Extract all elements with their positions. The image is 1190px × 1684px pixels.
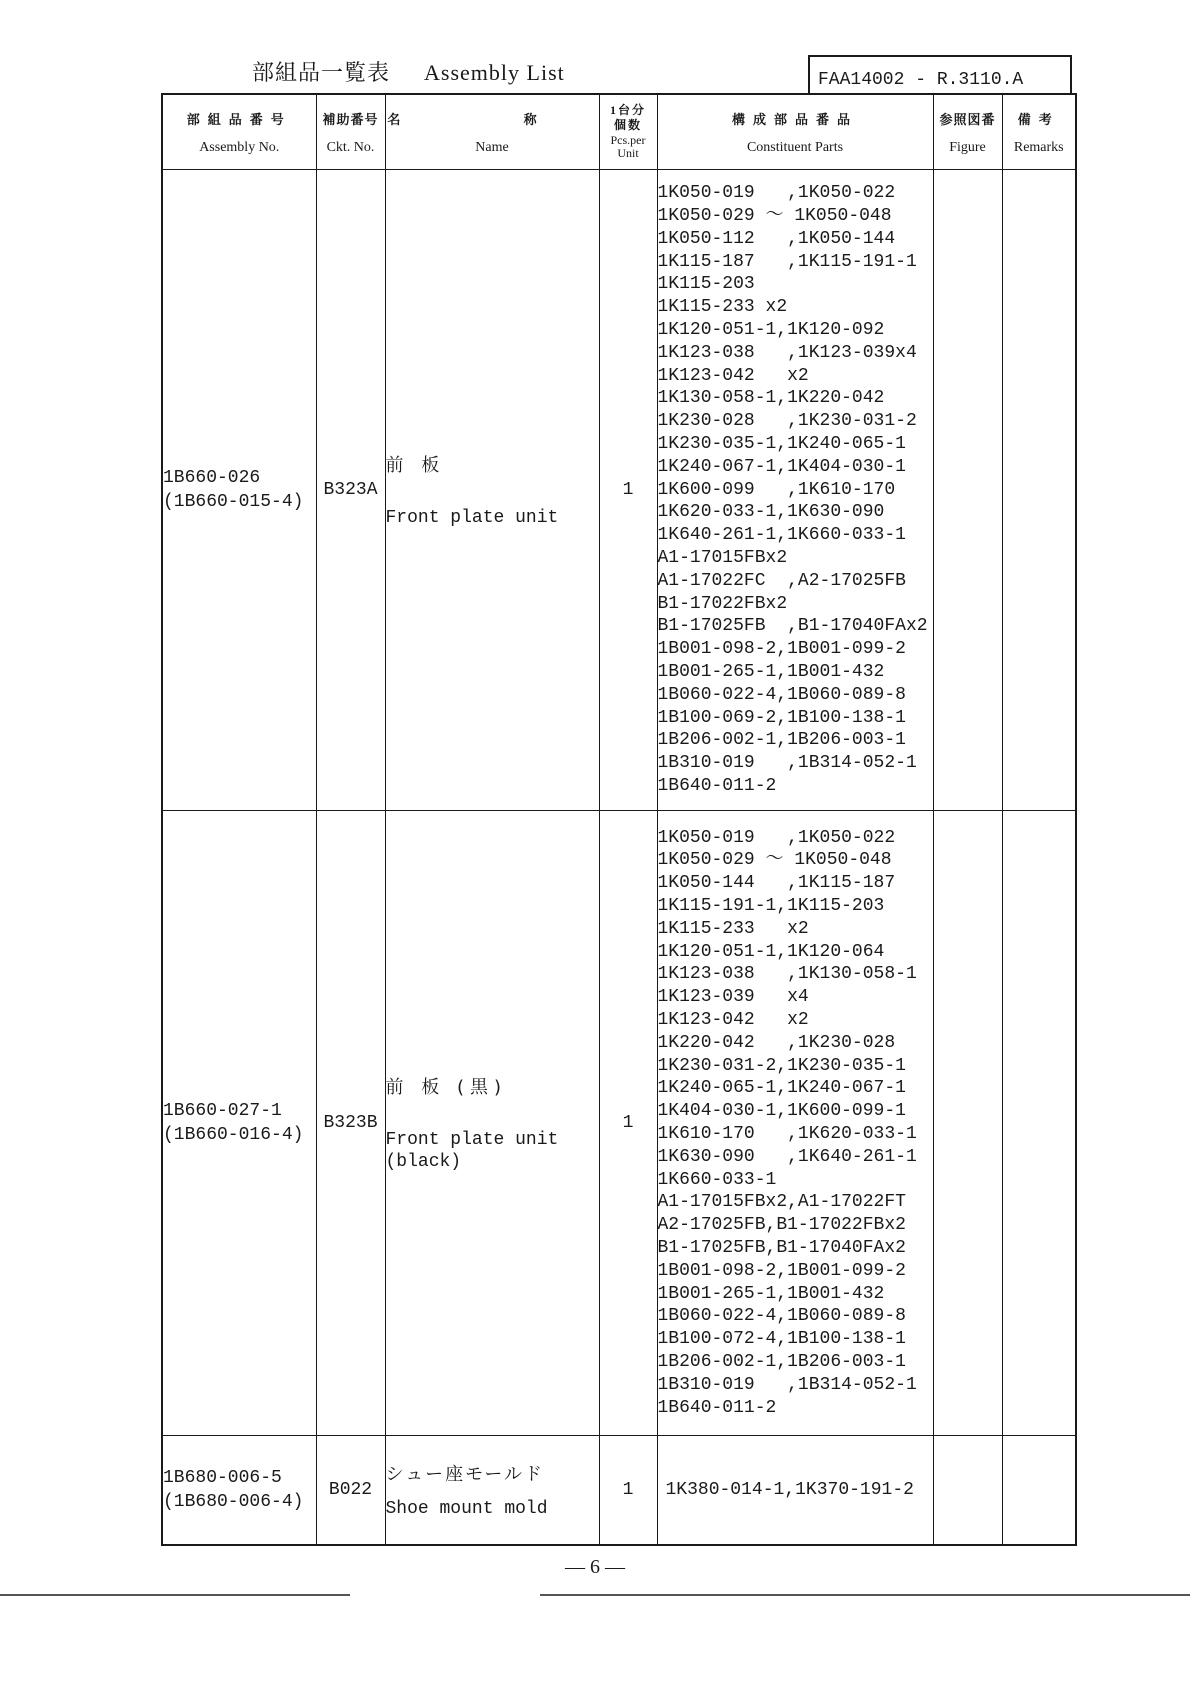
part-number-line: 1K640-261-1,1K660-033-1 (657, 525, 906, 546)
part-number-line: 1B310-019 ,1B314-052-1 (657, 753, 917, 774)
table-row (162, 170, 1076, 811)
part-number-line: 1K050-029 ～ 1K050-048 (657, 206, 892, 227)
part-number-line: 1B100-069-2,1B100-138-1 (657, 707, 906, 728)
page-number: — 6 — (565, 1556, 625, 1578)
part-number-line: 1K120-051-1,1K120-092 (657, 320, 885, 341)
part-number-line: 1B310-019 ,1B314-052-1 (657, 1374, 917, 1395)
ckt-no: B323B (316, 811, 385, 1436)
title-jp: 部組品一覧表 (252, 61, 391, 86)
remarks-cell (1002, 1436, 1076, 1546)
parts-cell (657, 811, 933, 1436)
parts-cell (657, 170, 933, 811)
assembly-alt-no: (1B660-016-4) (163, 1125, 304, 1145)
figure-cell (933, 170, 1002, 811)
part-number-line: 1K404-030-1,1K600-099-1 (657, 1101, 906, 1122)
part-number-line: 1B001-098-2,1B001-099-2 (657, 1260, 906, 1281)
title-en: Assembly List (424, 60, 565, 85)
part-number-line: 1K230-028 ,1K230-031-2 (657, 411, 917, 432)
col-name: 名 称 Name (385, 94, 599, 170)
name-jp: シュー座モールド (385, 1464, 545, 1485)
part-number-line: 1K123-039 x4 (657, 987, 809, 1008)
part-number-line: 1K380-014-1,1K370-191-2 (665, 1479, 914, 1500)
footer-rule-right (540, 1594, 1190, 1596)
remarks-cell (1002, 811, 1076, 1436)
part-number-line: B1-17025FB ,B1-17040FAx2 (657, 616, 928, 637)
part-number-line: 1K660-033-1 (657, 1169, 777, 1190)
qty: 1 (599, 1436, 657, 1546)
part-number-line: 1K050-029 ～ 1K050-048 (657, 850, 892, 871)
part-number-line: 1B206-002-1,1B206-003-1 (657, 730, 906, 751)
name-en: Front plate unit (385, 508, 559, 528)
part-number-line: A1-17015FBx2 (657, 547, 788, 568)
part-number-line: 1K050-019 ,1K050-022 (657, 183, 896, 204)
col-assembly-no: 部組品番号 Assembly No. (162, 94, 316, 170)
assembly-no-cell (162, 811, 316, 1436)
table-row (162, 811, 1076, 1436)
part-number-line: 1K630-090 ,1K640-261-1 (657, 1146, 917, 1167)
part-number-line: 1K230-031-2,1K230-035-1 (657, 1055, 906, 1076)
col-figure: 参照図番 Figure (933, 94, 1002, 170)
col-pcs-per-unit: 1台分 個数 Pcs.per Unit (599, 94, 657, 170)
name-jp: 前 板 (385, 455, 446, 476)
part-number-line: A1-17015FBx2,A1-17022FT (657, 1192, 906, 1213)
assembly-no: 1B660-027-1 (163, 1101, 282, 1121)
part-number-line: 1K123-038 ,1K130-058-1 (657, 964, 917, 985)
qty: 1 (599, 811, 657, 1436)
part-number-line: 1K115-203 (657, 274, 755, 295)
table-row (162, 1436, 1076, 1546)
part-number-line: 1K130-058-1,1K220-042 (657, 388, 885, 409)
name-en: Front plate unit (385, 1130, 559, 1150)
col-constituent-parts: 構成部品番品 Constituent Parts (657, 94, 933, 170)
part-number-line: 1B640-011-2 (657, 775, 777, 796)
part-number-line: 1B640-011-2 (657, 1397, 777, 1418)
part-number-line: 1K050-019 ,1K050-022 (657, 827, 896, 848)
document-number: FAA14002 - R.3110.A (808, 55, 1072, 95)
part-number-line: 1B206-002-1,1B206-003-1 (657, 1351, 906, 1372)
part-number-line: 1K240-065-1,1K240-067-1 (657, 1078, 906, 1099)
part-number-line: 1K115-233 x2 (657, 918, 809, 939)
part-number-line: 1B001-265-1,1B001-432 (657, 661, 885, 682)
col-ckt-no: 補助番号 Ckt. No. (316, 94, 385, 170)
part-number-line: 1K600-099 ,1K610-170 (657, 479, 896, 500)
part-number-line: 1K115-191-1,1K115-203 (657, 896, 885, 917)
part-number-line: A1-17022FC ,A2-17025FB (657, 570, 906, 591)
figure-cell (933, 811, 1002, 1436)
name-cell (385, 811, 599, 1436)
parts-cell (657, 1436, 933, 1546)
remarks-cell (1002, 170, 1076, 811)
part-number-line: 1K620-033-1,1K630-090 (657, 502, 885, 523)
footer-rule-left (0, 1594, 350, 1596)
part-number-line: B1-17025FB,B1-17040FAx2 (657, 1237, 906, 1258)
part-number-line: 1B001-265-1,1B001-432 (657, 1283, 885, 1304)
assembly-no-cell (162, 1436, 316, 1546)
assembly-no: 1B680-006-5 (163, 1468, 282, 1488)
assembly-no-cell (162, 170, 316, 811)
part-number-line: 1K610-170 ,1K620-033-1 (657, 1124, 917, 1144)
part-number-line: 1K230-035-1,1K240-065-1 (657, 434, 906, 454)
part-number-line: 1K220-042 ,1K230-028 (657, 1032, 896, 1053)
part-number-line: 1K115-233 x2 (657, 297, 788, 318)
name-en-2: (black) (385, 1152, 462, 1172)
part-number-line: 1B100-072-4,1B100-138-1 (657, 1329, 906, 1350)
figure-cell (933, 1436, 1002, 1546)
name-cell (385, 170, 599, 811)
part-number-line: A2-17025FB,B1-17022FBx2 (657, 1215, 906, 1236)
name-cell (385, 1436, 599, 1546)
assembly-alt-no: (1B660-015-4) (163, 492, 304, 512)
part-number-line: 1B060-022-4,1B060-089-8 (657, 684, 906, 705)
part-number-line: 1K123-038 ,1K123-039x4 (657, 342, 917, 363)
part-number-line: 1K123-042 x2 (657, 1010, 809, 1031)
qty: 1 (599, 170, 657, 811)
part-number-line: 1K240-067-1,1K404-030-1 (657, 456, 906, 477)
part-number-line: 1B060-022-4,1B060-089-8 (657, 1306, 906, 1327)
part-number-line: 1K050-112 ,1K050-144 (657, 228, 896, 249)
table-header-row (162, 94, 1076, 170)
ckt-no: B323A (316, 170, 385, 811)
part-number-line: 1K115-187 ,1K115-191-1 (657, 251, 917, 272)
name-jp: 前 板 (黒) (385, 1077, 507, 1098)
assembly-table (161, 93, 1077, 1546)
name-en: Shoe mount mold (385, 1499, 548, 1519)
assembly-no: 1B660-026 (163, 468, 261, 488)
assembly-alt-no: (1B680-006-4) (163, 1492, 304, 1512)
col-remarks: 備考 Remarks (1002, 94, 1076, 170)
page-title (252, 56, 565, 87)
part-number-line: 1K123-042 x2 (657, 365, 809, 386)
part-number-line: 1K050-144 ,1K115-187 (657, 873, 896, 894)
part-number-line: 1K120-051-1,1K120-064 (657, 941, 885, 962)
ckt-no: B022 (316, 1436, 385, 1546)
part-number-line: B1-17022FBx2 (657, 593, 788, 614)
part-number-line: 1B001-098-2,1B001-099-2 (657, 639, 906, 660)
